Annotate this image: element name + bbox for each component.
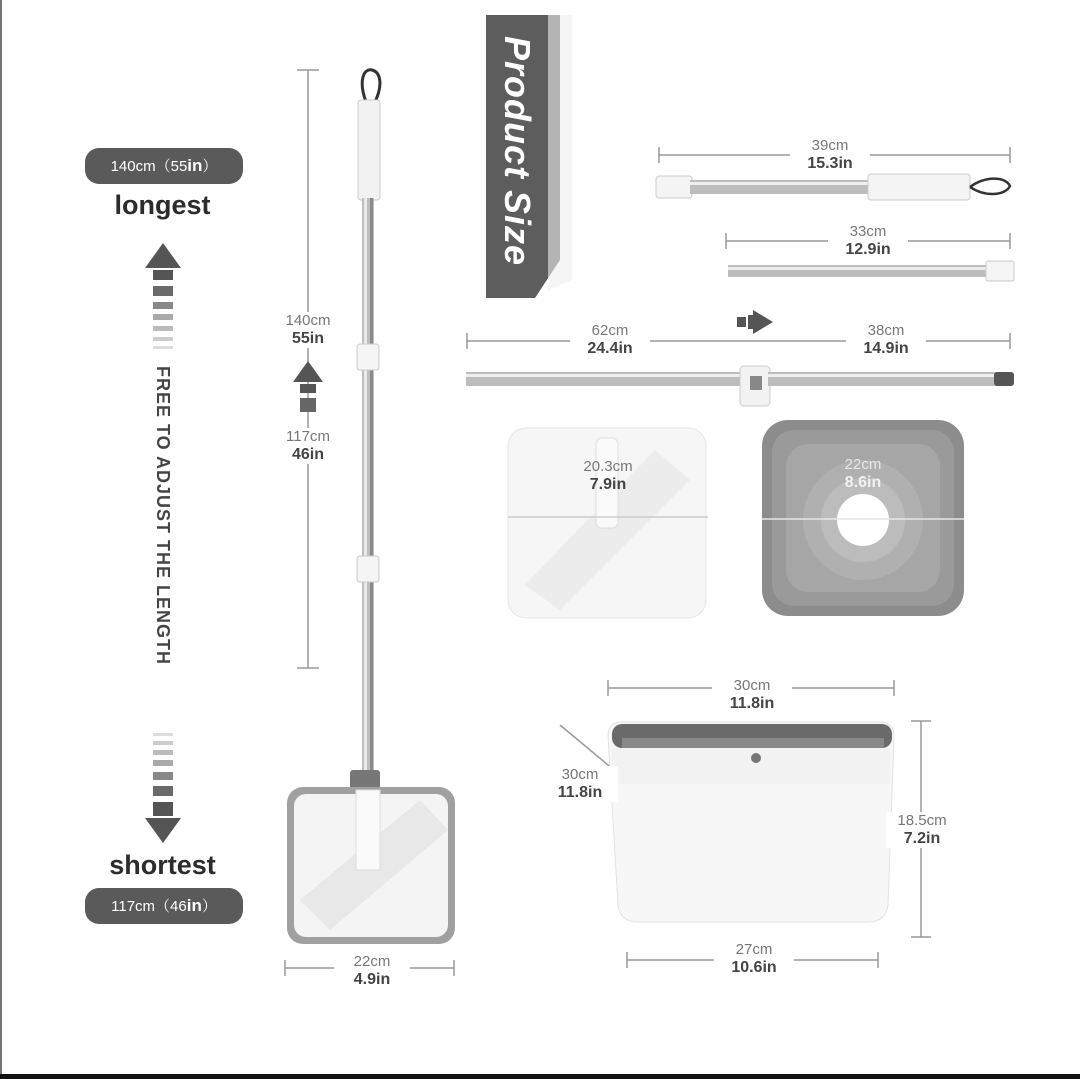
cloth-pad-cm: 22cm (844, 456, 882, 473)
full-length-cm: 140cm (285, 312, 331, 329)
bucket-top-width-cm: 30cm (733, 677, 771, 694)
shortest-pill-cm: 117cm（46 (111, 898, 187, 915)
shortest-pill-in: in (186, 896, 202, 915)
bucket-bottom-width-label (714, 941, 794, 977)
bottom-left-in: 24.4in (587, 340, 633, 357)
middle-section-cm: 33cm (849, 223, 887, 240)
bucket-top-width-label (712, 677, 792, 713)
bucket-height-in: 7.2in (903, 830, 941, 847)
short-length-in: 46in (291, 446, 324, 463)
bottom-right-cm: 38cm (867, 322, 905, 339)
short-length-cm: 117cm (286, 428, 330, 445)
top-section-in: 15.3in (807, 155, 853, 172)
bottom-right-in: 14.9in (863, 340, 909, 357)
bucket-top-width-in: 11.8in (729, 695, 775, 712)
bucket-bottom-width-in: 10.6in (731, 959, 777, 976)
bucket-height-label (886, 812, 958, 848)
shortest-label: shortest (109, 850, 216, 880)
shortest-pill-close: ） (201, 898, 217, 915)
longest-pill-cm: 140cm（55 (110, 158, 188, 175)
head-width-in: 4.9in (353, 971, 391, 988)
full-length-in: 55in (291, 330, 324, 347)
top-section-cm: 39cm (811, 137, 849, 154)
product-size-title: Product Size (497, 36, 538, 267)
longest-label: longest (114, 190, 211, 220)
cloth-pad-in: 8.6in (844, 474, 882, 491)
longest-pill-close: ） (202, 158, 218, 175)
bucket-bottom-width-cm: 27cm (735, 941, 773, 958)
bottom-left-cm: 62cm (591, 322, 629, 339)
plastic-head-cm: 20.3cm (583, 458, 633, 475)
bucket-height-cm: 18.5cm (897, 812, 947, 829)
head-width-cm: 22cm (353, 953, 391, 970)
bucket-depth-label (542, 766, 618, 802)
bucket-depth-cm: 30cm (561, 766, 599, 783)
bucket-depth-in: 11.8in (557, 784, 603, 801)
plastic-head-in: 7.9in (589, 476, 627, 493)
adjust-length-text: FREE TO ADJUST THE LENGTH (153, 366, 173, 666)
middle-section-in: 12.9in (845, 241, 891, 258)
longest-pill-in: in (187, 156, 203, 175)
